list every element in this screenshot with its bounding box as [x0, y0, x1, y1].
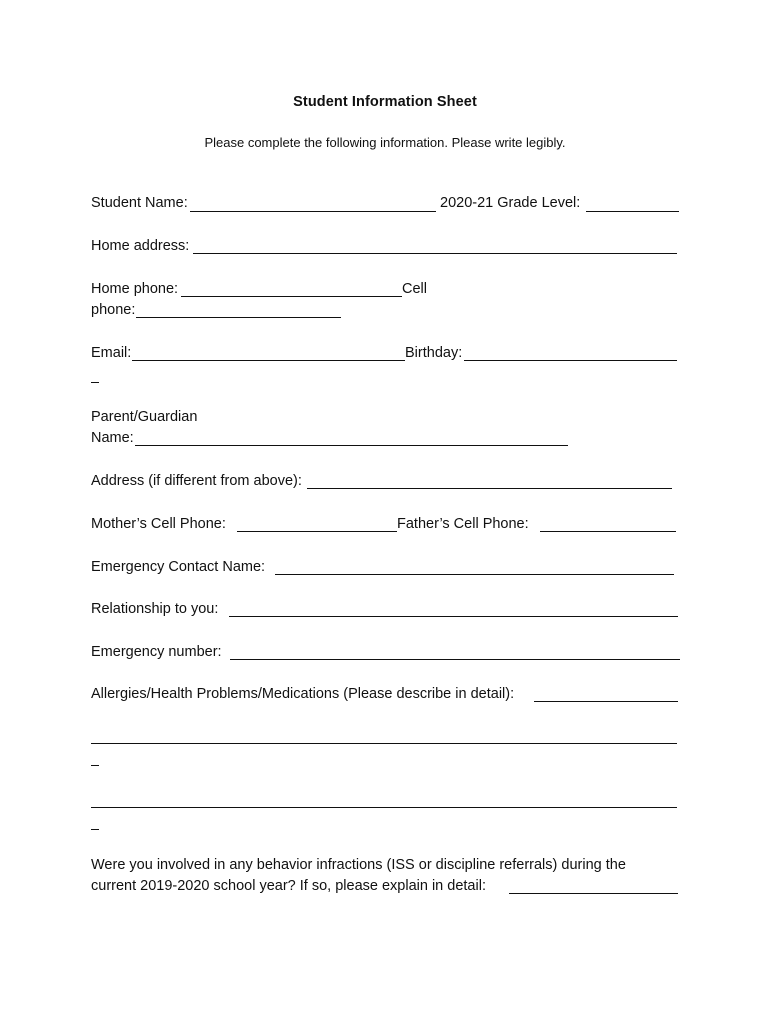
home-phone-field[interactable] [181, 296, 402, 297]
father-cell-field[interactable] [540, 531, 676, 532]
alternate-address-label: Address (if different from above): [91, 473, 302, 489]
relationship-field[interactable] [229, 616, 678, 617]
home-phone-label: Home phone: [91, 281, 179, 297]
mother-cell-field[interactable] [237, 531, 397, 532]
student-name-label: Student Name: [91, 195, 188, 211]
birthday-field[interactable] [464, 360, 677, 361]
behavior-question-line1: Were you involved in any behavior infractions (ISS or discipline referrals) during the [91, 857, 626, 873]
emergency-contact-field[interactable] [275, 574, 674, 575]
mother-cell-label: Mother’s Cell Phone: [91, 516, 226, 532]
emergency-number-label: Emergency number: [91, 644, 222, 660]
form-title: Student Information Sheet [293, 94, 477, 110]
father-cell-label: Father’s Cell Phone: [397, 516, 529, 532]
allergies-line-3[interactable] [91, 807, 677, 808]
allergies-line-2[interactable] [91, 743, 677, 744]
emergency-number-field[interactable] [230, 659, 680, 660]
grade-level-field[interactable] [586, 211, 679, 212]
allergies-line-2-overflow [91, 765, 99, 766]
form-instructions: Please complete the following information. Please write legibly. [204, 135, 566, 150]
allergies-line-3-overflow [91, 829, 99, 830]
parent-name-label-part1: Parent/Guardian [91, 409, 198, 425]
parent-name-label-part2: Name: [91, 430, 134, 446]
cell-phone-label-part2: phone: [91, 302, 136, 318]
birthday-label: Birthday: [405, 345, 463, 361]
behavior-explanation-field[interactable] [509, 893, 678, 894]
home-address-label: Home address: [91, 238, 190, 254]
cell-phone-field[interactable] [136, 317, 341, 318]
cell-phone-label-part1: Cell [402, 281, 427, 297]
email-field[interactable] [132, 360, 405, 361]
allergies-field[interactable] [534, 701, 678, 702]
home-address-field[interactable] [193, 253, 677, 254]
relationship-label: Relationship to you: [91, 601, 219, 617]
allergies-label: Allergies/Health Problems/Medications (Please describe in detail): [91, 686, 515, 702]
behavior-question-line2: current 2019-2020 school year? If so, please explain in detail: [91, 878, 486, 894]
grade-level-label: 2020-21 Grade Level: [440, 195, 581, 211]
email-label: Email: [91, 345, 132, 361]
student-name-field[interactable] [190, 211, 436, 212]
birthday-field-overflow [91, 382, 99, 383]
alternate-address-field[interactable] [307, 488, 672, 489]
parent-name-field[interactable] [135, 445, 568, 446]
emergency-contact-label: Emergency Contact Name: [91, 559, 266, 575]
